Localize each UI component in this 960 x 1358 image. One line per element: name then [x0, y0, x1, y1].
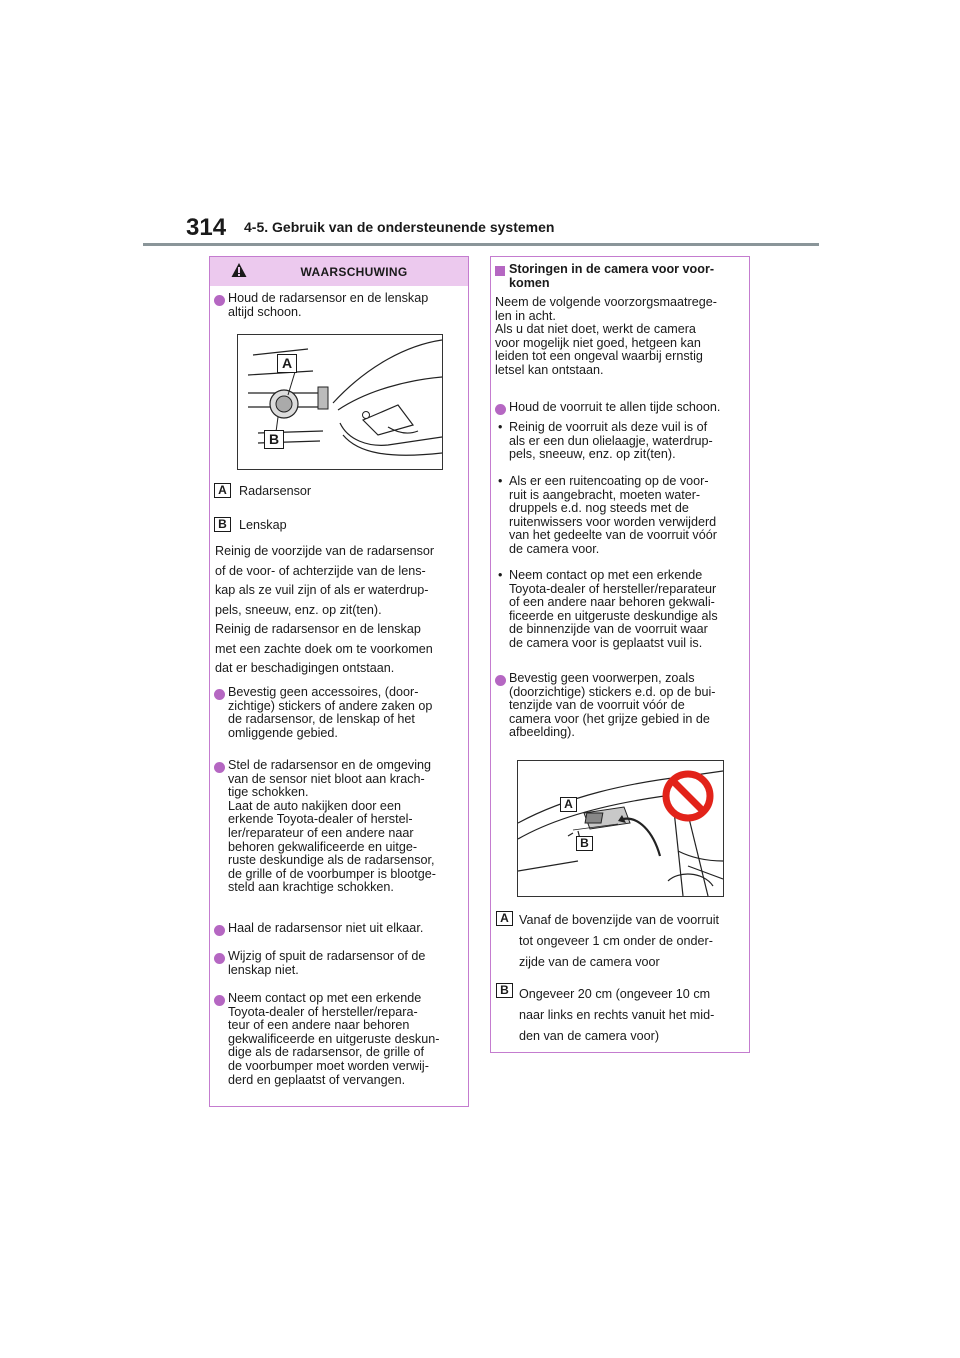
camera-sub-item-dealer: Neem contact op met een erkende Toyota-dealer of hersteller/reparateur of een andere naar behoren gekwali- ficeerde en uitgeruste deskundige als de binnenzijde van de voorruit waar de camera voor is geplaatst vuil is.	[509, 568, 718, 650]
warning-triangle-icon	[231, 262, 247, 278]
legend-badge-a: A	[214, 483, 231, 498]
bullet-icon	[495, 675, 506, 686]
legend-text-horizontal-area: Ongeveer 20 cm (ongeveer 10 cm naar links en rechts vanuit het mid- den van de camera voor)	[519, 987, 715, 1043]
sub-bullet-dot: •	[498, 474, 503, 488]
radar-sensor-illustration	[237, 334, 443, 470]
square-bullet-icon	[495, 266, 505, 276]
warning-title: WAARSCHUWING	[300, 265, 408, 279]
legend-badge-b: B	[496, 983, 513, 998]
windshield-camera-illustration	[517, 760, 724, 897]
figure-label-a: A	[560, 797, 577, 812]
section-title: 4-5. Gebruik van de ondersteunende systemen	[244, 219, 555, 235]
sub-bullet-dot: •	[498, 420, 503, 434]
bullet-icon	[214, 295, 225, 306]
sub-bullet-dot: •	[498, 568, 503, 582]
camera-bullet-no-stickers: Bevestig geen voorwerpen, zoals (doorzichtige) stickers e.d. op de bui- tenzijde van de voorruit vóór de camera voor (het grijze gebied in de afbeelding).	[509, 671, 716, 740]
warning-paragraph-1: Reinig de voorzijde van de radarsensor of de voor- of achterzijde van de lens- kap als ze vuil zijn of als er waterdrup- pels, sneeuw, enz. op zit(ten).	[215, 544, 435, 617]
warning-paragraph-2: Reinig de radarsensor en de lenskap met een zachte doek om te voorkomen dat er beschadigingen ontstaan.	[215, 622, 433, 675]
warning-bullet-shocks: Stel de radarsensor en de omgeving van de sensor niet bloot aan krach- tige schokken. Laat de auto nakijken door een erkende Toyota-dealer of herstel- ler/reparateur of een andere naar behoren gekwalificeerde en uitge- ruste deskundige als de radarsensor, de grille of de voorbumper is blootge- steld aan krachtige schokken.	[228, 758, 436, 895]
warning-intro-text: Houd de radarsensor en de lenskap altijd schoon.	[228, 291, 429, 319]
camera-intro: Neem de volgende voorzorgsmaatrege- len in acht. Als u dat niet doet, werkt de camera voor mogelijk niet goed, hetgeen kan leiden tot een ongeval waarbij ernstig letsel kan ontstaan.	[495, 295, 717, 377]
bullet-icon	[214, 925, 225, 936]
windshield-camera-drawing	[518, 761, 723, 896]
camera-heading: Storingen in de camera voor voor- komen	[509, 262, 715, 290]
bullet-icon	[214, 762, 225, 773]
legend-badge-b: B	[214, 517, 231, 532]
legend-text-vertical-area: Vanaf de bovenzijde van de voorruit tot ongeveer 1 cm onder de onder- zijde van de camera voor	[519, 913, 719, 969]
header-divider	[143, 243, 819, 246]
figure-label-b: B	[576, 836, 593, 851]
warning-bullet-contact-dealer: Neem contact op met een erkende Toyota-dealer of hersteller/repara- teur of een andere naar behoren gekwalificeerde en uitgeruste deskun- dige als de radarsensor, de grille of de voorbumper moet worden verwij- derd en geplaatst of vervangen.	[228, 991, 440, 1087]
figure-label-b: B	[264, 430, 284, 449]
legend-text-radarsensor: Radarsensor	[239, 484, 312, 498]
bullet-icon	[214, 995, 225, 1006]
bullet-icon	[214, 953, 225, 964]
camera-sub-item-clean: Reinig de voorruit als deze vuil is of als er een dun olielaagje, waterdrup- pels, sneeuw, enz. op zit(ten).	[509, 420, 713, 462]
warning-bullet-accessories: Bevestig geen accessoires, (door- zichtige) stickers of andere zaken op de radarsensor, de lenskap of het omliggende gebied.	[228, 685, 433, 740]
bullet-icon	[214, 689, 225, 700]
warning-bullet-disassemble: Haal de radarsensor niet uit elkaar.	[228, 921, 424, 935]
legend-text-lenskap: Lenskap	[239, 518, 287, 532]
camera-bullet-clean-windshield: Houd de voorruit te allen tijde schoon.	[509, 400, 721, 414]
warning-bullet-modify: Wijzig of spuit de radarsensor of de lenskap niet.	[228, 949, 426, 977]
page-number: 314	[186, 214, 227, 241]
warning-header	[210, 257, 468, 286]
camera-sub-item-coating: Als er een ruitencoating op de voor- ruit is aangebracht, moeten water- druppels e.d. nog steeds met de ruitenwissers voor worden verwijderd van het gedeelte van de voorruit vóór de camera voor.	[509, 474, 717, 556]
figure-label-a: A	[277, 354, 297, 373]
bullet-icon	[495, 404, 506, 415]
legend-badge-a: A	[496, 911, 513, 926]
